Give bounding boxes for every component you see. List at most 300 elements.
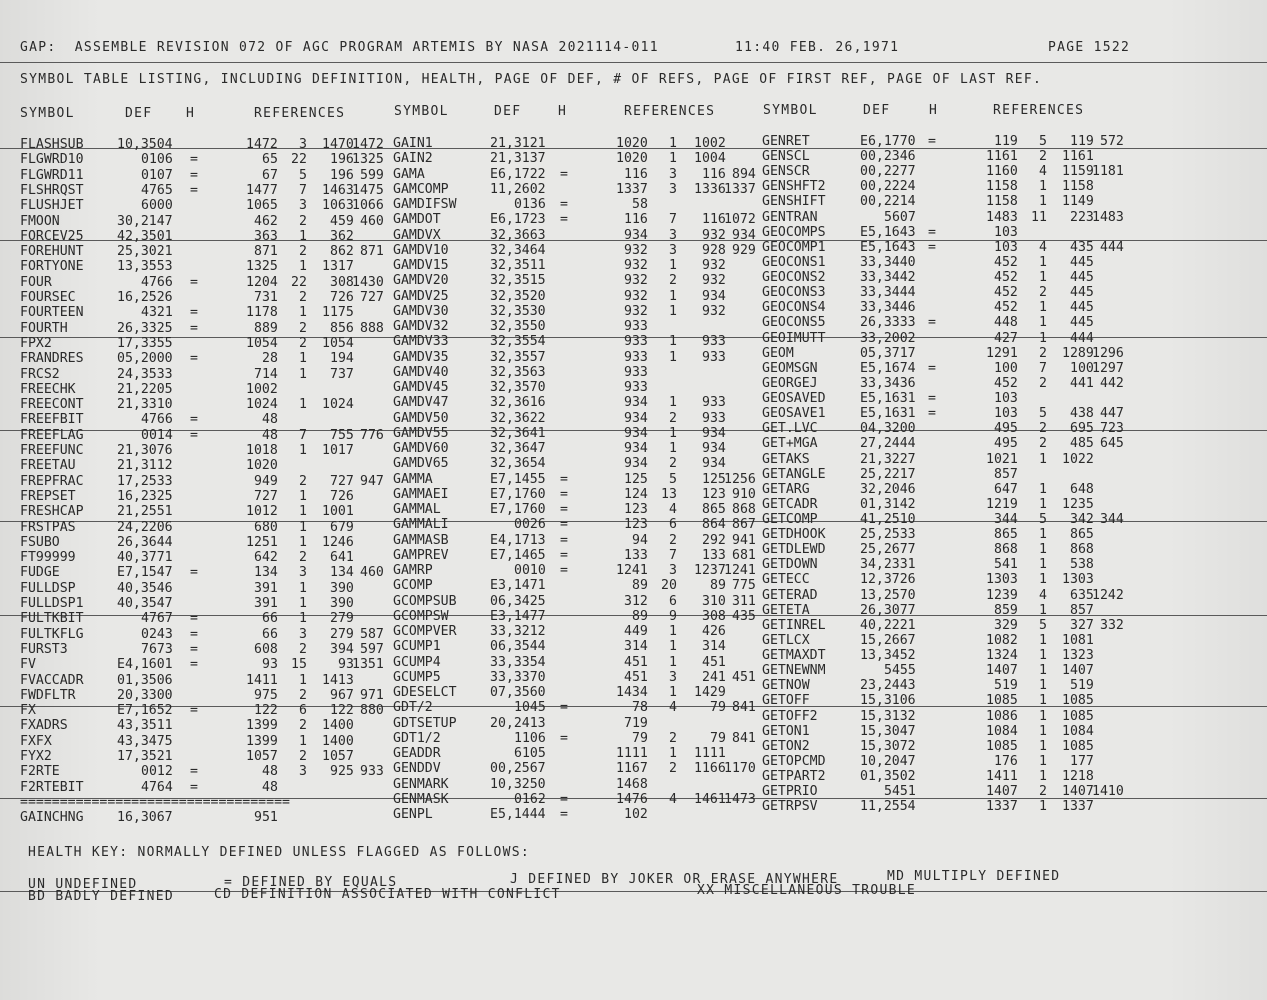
ref-count: 15: [291, 657, 307, 673]
symbol-def: 4764: [141, 779, 173, 795]
symbol-def-page: 519: [994, 678, 1018, 694]
symbol-name: GAMDV32: [393, 319, 449, 334]
first-ref-page: 1400: [322, 718, 354, 734]
ref-count: 2: [299, 718, 307, 734]
symbol-def-page: 680: [254, 519, 278, 535]
ref-count: 1: [299, 259, 307, 275]
symbol-def-page: 933: [624, 364, 648, 380]
symbol-def-page: 451: [624, 654, 648, 670]
first-ref-page: 445: [1070, 254, 1094, 270]
symbol-def: 21,3137: [490, 151, 546, 167]
ref-count: 1: [669, 151, 677, 167]
first-ref-page: 241: [702, 669, 726, 685]
symbol-def: 20,3300: [117, 687, 173, 703]
ref-count: 1: [1039, 481, 1047, 497]
symbol-def: E3,1471: [490, 578, 546, 594]
first-ref-page: 864: [702, 517, 726, 533]
symbol-def: 24,2206: [117, 519, 173, 535]
symbol-def: 0106: [141, 152, 173, 168]
first-ref-page: 928: [702, 242, 726, 258]
symbol-name: GETDOWN: [762, 557, 818, 573]
symbol-name: GCOMPSW: [393, 608, 449, 624]
last-ref-page: 1473: [724, 791, 756, 807]
ref-count: 6: [299, 703, 307, 719]
symbol-name: GET+MGA: [762, 436, 818, 452]
last-ref-page: 572: [1100, 134, 1124, 149]
ref-count: 5: [1039, 617, 1047, 633]
symbol-def-page: 932: [624, 303, 648, 319]
symbol-name: FOURTEEN: [20, 305, 84, 321]
ref-count: 4: [669, 700, 677, 716]
first-ref-page: 934: [702, 425, 726, 441]
last-ref-page: 645: [1100, 436, 1124, 452]
first-ref-page: 1323: [1062, 648, 1094, 664]
symbol-name: FREEFUNC: [20, 443, 84, 458]
symbol-def: 10,2047: [860, 753, 916, 769]
first-ref-page: 1085: [1062, 708, 1094, 724]
first-ref-page: 648: [1070, 481, 1094, 497]
symbol-name: GCUMP5: [393, 669, 441, 685]
symbol-name: GETERAD: [762, 587, 818, 603]
ref-count: 2: [299, 749, 307, 764]
symbol-health: =: [928, 406, 936, 422]
symbol-def-page: 1020: [246, 458, 278, 474]
first-ref-page: 100: [1070, 360, 1094, 376]
col1-symbol-header: SYMBOL: [20, 106, 75, 121]
health-key-j: J DEFINED BY JOKER OR ERASE ANYWHERE: [510, 872, 839, 887]
symbol-name: GENDDV: [393, 761, 441, 777]
first-ref-page: 1413: [322, 672, 354, 688]
symbol-name: GETANGLE: [762, 466, 826, 482]
first-ref-page: 868: [1070, 542, 1094, 558]
first-ref-page: 79: [710, 730, 726, 746]
first-ref-page: 1084: [1062, 723, 1094, 739]
last-ref-page: 868: [732, 502, 756, 517]
ref-count: 1: [669, 349, 677, 365]
symbol-def-page: 1024: [246, 397, 278, 413]
symbol-name: GETON1: [762, 723, 810, 739]
symbol-health: =: [928, 360, 936, 376]
health-key-bd: BD BADLY DEFINED: [28, 889, 175, 904]
last-ref-page: 888: [360, 320, 384, 336]
symbol-name: GAMMAL: [393, 502, 441, 517]
symbol-def-page: 1476: [616, 791, 648, 807]
ref-count: 1: [669, 395, 677, 411]
symbol-name: GETDHOOK: [762, 527, 826, 543]
first-ref-page: 1429: [694, 685, 726, 700]
symbol-health: =: [560, 532, 568, 548]
symbol-def: 43,3475: [117, 733, 173, 749]
symbol-name: GAMDV45: [393, 380, 449, 395]
first-ref-page: 933: [702, 334, 726, 350]
symbol-def-page: 1167: [616, 761, 648, 777]
first-ref-page: 444: [1070, 330, 1094, 346]
symbol-def: 15,2667: [860, 632, 916, 648]
first-ref-page: 933: [702, 349, 726, 365]
symbol-name: FXADRS: [20, 718, 68, 734]
symbol-name: FLSHRQST: [20, 182, 84, 198]
symbol-def: 30,2147: [117, 213, 173, 229]
symbol-health: =: [190, 565, 198, 581]
symbol-health: =: [928, 134, 936, 149]
symbol-def-page: 116: [624, 212, 648, 228]
symbol-name: FULLDSP1: [20, 596, 84, 611]
symbol-def-page: 1399: [246, 733, 278, 749]
symbol-name: GEORGEJ: [762, 375, 818, 391]
first-ref-page: 726: [330, 290, 354, 305]
symbol-name: GETARG: [762, 481, 810, 497]
last-ref-page: 311: [732, 593, 756, 609]
last-ref-page: 442: [1100, 375, 1124, 391]
symbol-name: GAMDV25: [393, 288, 449, 304]
col3-def-header: DEF: [863, 103, 891, 118]
symbol-def: 01,3502: [860, 769, 916, 785]
symbol-def-page: 1018: [246, 443, 278, 458]
last-ref-page: 910: [732, 486, 756, 502]
symbol-def: 10,3250: [490, 776, 546, 792]
symbol-def-page: 119: [994, 134, 1018, 149]
ref-count: 2: [299, 335, 307, 351]
symbol-name: GEOCONS1: [762, 254, 826, 270]
symbol-name: GETNOW: [762, 678, 810, 694]
symbol-def: E5,1444: [490, 807, 546, 822]
ref-count: 13: [661, 486, 677, 502]
last-ref-page: 871: [360, 244, 384, 260]
symbol-def: 33,3444: [860, 285, 916, 301]
symbol-name: GETLCX: [762, 632, 810, 648]
col3-symbol-header: SYMBOL: [763, 103, 818, 118]
symbol-name: GENSHIFT: [762, 194, 826, 210]
symbol-def-page: 329: [994, 617, 1018, 633]
last-ref-page: 1337: [724, 181, 756, 197]
symbol-name: GDT/2: [393, 700, 433, 716]
symbol-def: 7673: [141, 641, 173, 657]
symbol-name: GETOPCMD: [762, 753, 826, 769]
last-ref-page: 727: [360, 290, 384, 305]
symbol-def-page: 66: [262, 611, 278, 627]
symbol-def: 40,3771: [117, 550, 173, 566]
symbol-def-page: 1111: [616, 746, 648, 761]
symbol-name: GETON2: [762, 738, 810, 754]
symbol-def-page: 868: [994, 542, 1018, 558]
symbol-def-page: 1158: [986, 179, 1018, 195]
last-ref-page: 587: [360, 626, 384, 642]
ref-count: 4: [1039, 239, 1047, 255]
ref-count: 1: [299, 366, 307, 382]
symbol-def: 32,3550: [490, 319, 546, 334]
first-ref-page: 177: [1070, 753, 1094, 769]
symbol-def: E5,1674: [860, 360, 916, 376]
ref-count: 2: [1039, 421, 1047, 437]
symbol-health: =: [928, 224, 936, 240]
symbol-name: GAMDV60: [393, 441, 449, 456]
symbol-name: FPX2: [20, 335, 52, 351]
symbol-def: 32,3654: [490, 456, 546, 472]
symbol-def: 33,3370: [490, 669, 546, 685]
ref-count: 3: [669, 563, 677, 578]
symbol-def: 0010: [514, 563, 546, 578]
first-ref-page: 1461: [694, 791, 726, 807]
first-ref-page: 426: [702, 624, 726, 639]
symbol-def-page: 125: [624, 471, 648, 487]
last-ref-page: 1483: [1092, 209, 1124, 225]
ref-count: 1: [1039, 330, 1047, 346]
symbol-def: E5,1631: [860, 406, 916, 422]
symbol-name: GAMDV10: [393, 242, 449, 258]
first-ref-page: 310: [702, 593, 726, 609]
symbol-name: FULTKFLG: [20, 626, 84, 642]
symbol-def-page: 100: [994, 360, 1018, 376]
ref-count: 1: [1039, 572, 1047, 588]
symbol-def-page: 314: [624, 639, 648, 655]
first-ref-page: 1085: [1062, 738, 1094, 754]
first-ref-page: 519: [1070, 678, 1094, 694]
first-ref-page: 933: [702, 410, 726, 426]
symbol-name: GAMDV15: [393, 258, 449, 273]
ref-count: 1: [1039, 753, 1047, 769]
ref-count: 5: [1039, 406, 1047, 422]
ref-count: 1: [669, 624, 677, 639]
first-ref-page: 89: [710, 578, 726, 594]
symbol-def: E6,1770: [860, 134, 916, 149]
symbol-def: 0107: [141, 167, 173, 183]
symbol-def: 00,2214: [860, 194, 916, 210]
ref-count: 5: [1039, 134, 1047, 149]
symbol-def: 26,3077: [860, 602, 916, 618]
symbol-health: =: [190, 412, 198, 428]
col2-references-header: REFERENCES: [624, 104, 716, 119]
symbol-def: 21,2551: [117, 504, 173, 520]
symbol-def-page: 1012: [246, 504, 278, 520]
last-ref-page: 941: [732, 532, 756, 548]
col2-symbol-header: SYMBOL: [394, 104, 449, 119]
symbol-def-page: 363: [254, 228, 278, 244]
ref-count: 6: [669, 517, 677, 533]
ref-count: 1: [669, 685, 677, 700]
symbol-name: F2RTEBIT: [20, 779, 84, 795]
symbol-health: =: [560, 486, 568, 502]
symbol-def-page: 102: [624, 807, 648, 822]
symbol-name: GET.LVC: [762, 421, 818, 437]
symbol-def-page: 934: [624, 227, 648, 243]
page-number: PAGE 1522: [1048, 40, 1131, 55]
symbol-def: E3,1477: [490, 608, 546, 624]
first-ref-page: 932: [702, 227, 726, 243]
ref-count: 2: [669, 456, 677, 472]
symbol-name: FREEFBIT: [20, 412, 84, 428]
symbol-name: GAIN1: [393, 136, 433, 151]
symbol-def: 01,3142: [860, 496, 916, 512]
ref-count: 2: [299, 550, 307, 566]
ref-count: 2: [669, 761, 677, 777]
ref-count: 9: [669, 608, 677, 624]
symbol-def-page: 933: [624, 319, 648, 334]
symbol-def: E6,1722: [490, 166, 546, 182]
symbol-def: 32,3663: [490, 227, 546, 243]
first-ref-page: 934: [702, 456, 726, 472]
last-ref-page: 444: [1100, 239, 1124, 255]
symbol-health: =: [928, 391, 936, 407]
col1-references-header: REFERENCES: [254, 106, 346, 121]
symbol-name: F2RTE: [20, 764, 60, 780]
symbol-name: GAINCHNG: [20, 810, 84, 826]
ref-count: 2: [1039, 285, 1047, 301]
last-ref-page: 894: [732, 166, 756, 182]
symbol-def-page: 608: [254, 641, 278, 657]
ref-count: 5: [669, 471, 677, 487]
ref-count: 1: [669, 136, 677, 151]
symbol-name: GAMA: [393, 166, 425, 182]
symbol-def-page: 932: [624, 273, 648, 289]
symbol-def: 33,3436: [860, 375, 916, 391]
symbol-def-page: 933: [624, 349, 648, 365]
symbol-name: GENMASK: [393, 791, 449, 807]
last-ref-page: 1430: [352, 274, 384, 290]
symbol-name: FXFX: [20, 733, 52, 749]
symbol-def-page: 1477: [246, 182, 278, 198]
last-ref-page: 867: [732, 517, 756, 533]
symbol-name: FMOON: [20, 213, 60, 229]
ref-count: 2: [299, 320, 307, 336]
symbol-name: FUDGE: [20, 565, 60, 581]
ref-count: 1: [299, 611, 307, 627]
first-ref-page: 1289: [1062, 345, 1094, 361]
symbol-name: GEOSAVED: [762, 391, 826, 407]
symbol-def: 4765: [141, 182, 173, 198]
first-ref-page: 1400: [322, 733, 354, 749]
ref-count: 1: [1039, 678, 1047, 694]
symbol-name: GAIN2: [393, 151, 433, 167]
symbol-name: FX: [20, 703, 36, 719]
symbol-def: 32,2046: [860, 481, 916, 497]
symbol-def: E4,1601: [117, 657, 173, 673]
symbol-name: FLUSHJET: [20, 198, 84, 214]
symbol-def-page: 1178: [246, 305, 278, 321]
symbol-name: GCOMP: [393, 578, 433, 594]
symbol-def-page: 122: [254, 703, 278, 719]
symbol-def: 27,2444: [860, 436, 916, 452]
first-ref-page: 925: [330, 764, 354, 780]
symbol-name: FULTKBIT: [20, 611, 84, 627]
symbol-def: 10,3504: [117, 137, 173, 152]
symbol-def-page: 949: [254, 473, 278, 489]
ref-count: 7: [299, 427, 307, 443]
first-ref-page: 1085: [1062, 693, 1094, 709]
ref-count: 1: [669, 334, 677, 350]
col2-h-header: H: [558, 104, 568, 119]
symbol-def: 13,3452: [860, 648, 916, 664]
symbol-def-page: 951: [254, 810, 278, 826]
ref-count: 7: [669, 547, 677, 563]
symbol-def-page: 1084: [986, 723, 1018, 739]
header-rule: [0, 62, 1267, 64]
symbol-def-page: 48: [262, 412, 278, 428]
symbol-def: 11,2554: [860, 799, 916, 815]
symbol-name: GAMDV40: [393, 364, 449, 380]
last-ref-page: 1181: [1092, 164, 1124, 180]
last-ref-page: 681: [732, 547, 756, 563]
first-ref-page: 933: [702, 395, 726, 411]
symbol-def-page: 1468: [616, 776, 648, 792]
symbol-def: 4766: [141, 274, 173, 290]
symbol-def: 32,3464: [490, 242, 546, 258]
first-ref-page: 755: [330, 427, 354, 443]
first-ref-page: 445: [1070, 315, 1094, 331]
symbol-def-page: 391: [254, 596, 278, 611]
ref-count: 7: [669, 212, 677, 228]
symbol-def-page: 28: [262, 351, 278, 367]
symbol-def: 06,3544: [490, 639, 546, 655]
symbol-name: GAMDV47: [393, 395, 449, 411]
symbol-def-page: 933: [624, 380, 648, 395]
symbol-def-page: 719: [624, 715, 648, 731]
symbol-def: 33,2002: [860, 330, 916, 346]
ref-count: 1: [1039, 632, 1047, 648]
symbol-name: GEOIMUTT: [762, 330, 826, 346]
symbol-def-page: 1472: [246, 137, 278, 152]
ref-count: 1: [1039, 769, 1047, 785]
ref-count: 3: [299, 565, 307, 581]
symbol-def: 41,2510: [860, 512, 916, 527]
ref-count: 1: [1039, 723, 1047, 739]
ref-count: 4: [1039, 164, 1047, 180]
last-ref-page: 1475: [352, 182, 384, 198]
symbol-def-page: 1160: [986, 164, 1018, 180]
symbol-name: FREETAU: [20, 458, 76, 474]
ref-count: 3: [299, 198, 307, 214]
symbol-def: 32,3563: [490, 364, 546, 380]
ref-count: 11: [1031, 209, 1047, 225]
symbol-def: 32,3515: [490, 273, 546, 289]
first-ref-page: 196: [330, 152, 354, 168]
ref-count: 1: [299, 733, 307, 749]
symbol-def: 17,3521: [117, 749, 173, 764]
last-ref-page: 1472: [352, 137, 384, 152]
first-ref-page: 856: [330, 320, 354, 336]
symbol-def: 21,3112: [117, 458, 173, 474]
symbol-health: =: [190, 703, 198, 719]
first-ref-page: 119: [1070, 134, 1094, 149]
symbol-def-page: 123: [624, 517, 648, 533]
symbol-def-page: 731: [254, 290, 278, 305]
symbol-health: =: [190, 320, 198, 336]
symbol-def: 24,3533: [117, 366, 173, 382]
first-ref-page: 1470: [322, 137, 354, 152]
symbol-def: E7,1547: [117, 565, 173, 581]
first-ref-page: 1057: [322, 749, 354, 764]
first-ref-page: 1166: [694, 761, 726, 777]
symbol-health: =: [190, 641, 198, 657]
symbol-def-page: 134: [254, 565, 278, 581]
last-ref-page: 723: [1100, 421, 1124, 437]
first-ref-page: 1022: [1062, 451, 1094, 467]
symbol-name: GAMDV30: [393, 303, 449, 319]
ref-count: 4: [1039, 587, 1047, 603]
symbol-name: GAMDVX: [393, 227, 441, 243]
first-ref-page: 279: [330, 626, 354, 642]
symbol-def-page: 103: [994, 406, 1018, 422]
ref-count: 1: [669, 441, 677, 456]
symbol-health: =: [190, 764, 198, 780]
symbol-def-page: 451: [624, 669, 648, 685]
first-ref-page: 857: [1070, 602, 1094, 618]
symbol-def: 34,2331: [860, 557, 916, 573]
first-ref-page: 1463: [322, 182, 354, 198]
symbol-def: 20,2413: [490, 715, 546, 731]
first-ref-page: 1004: [694, 151, 726, 167]
symbol-name: GETMAXDT: [762, 648, 826, 664]
col1-h-header: H: [186, 106, 196, 121]
